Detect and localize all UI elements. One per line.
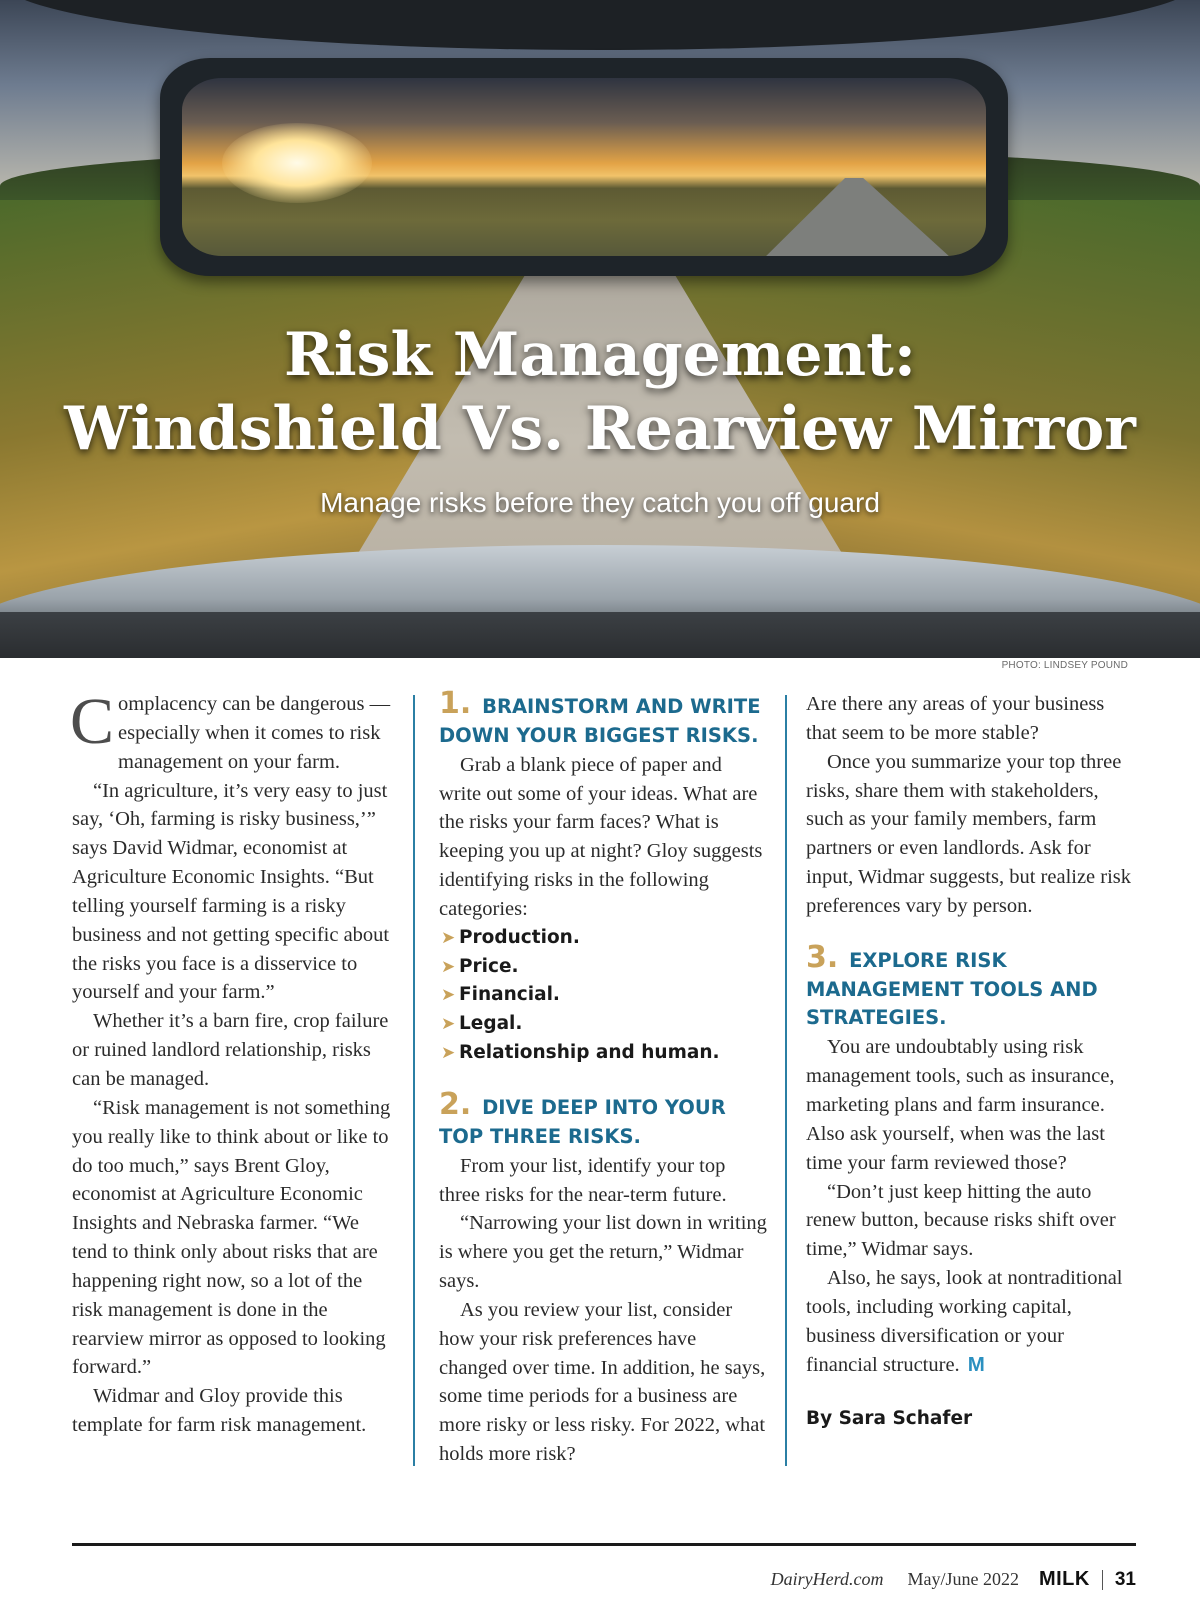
body-paragraph: Grab a blank piece of paper and write out some of your ideas. What are the risks your farm faces? What is keeping you up at night? Gloy suggests identifying risks in the following categories: bbox=[439, 753, 763, 920]
footer-divider bbox=[1102, 1570, 1103, 1590]
body-paragraph: “In agriculture, it’s very easy to just say, ‘Oh, farming is risky business,’” says David Widmar, economist at Agriculture Economic Insights. “But telling yourself farming is a risky business and not getting specific about the risks you face is a disservice to yourself and your farm.” bbox=[72, 779, 390, 1004]
body-paragraph: Also, he says, look at nontraditional tools, including working capital, business diversification or your financial structure. M bbox=[806, 1267, 1123, 1376]
intro-paragraph: Complacency can be dangerous — especially when it comes to risk management on your farm. bbox=[70, 685, 391, 773]
chevron-right-icon: ➤ bbox=[441, 1043, 456, 1064]
page-number: 31 bbox=[1114, 1568, 1136, 1590]
column-rule bbox=[413, 695, 415, 1466]
sunset-glow bbox=[222, 123, 372, 203]
footer-rule bbox=[72, 1543, 1136, 1546]
body-paragraph: You are undoubtably using risk management tools, such as insurance, marketing plans and farm insurance. Also ask yourself, when was the last time your farm reviewed those? bbox=[806, 1036, 1115, 1174]
risk-category-list bbox=[439, 924, 769, 1068]
section-2-heading: 2. DIVE DEEP INTO YOUR TOP THREE RISKS. bbox=[439, 1086, 726, 1148]
article-dek: Manage risks before they catch you off guard bbox=[320, 487, 880, 518]
body-paragraph: “Narrowing your list down in writing is where you get the return,” Widmar says. bbox=[439, 1212, 767, 1293]
column-rule bbox=[785, 695, 787, 1466]
column-3 bbox=[806, 690, 1136, 1434]
article-title bbox=[0, 318, 1200, 466]
list-item: ➤ Legal. bbox=[459, 1010, 769, 1039]
mirror-road bbox=[702, 178, 962, 256]
body-paragraph: “Risk management is not something you really like to think about or like to do too much,” says Brent Gloy, economist at Agriculture Economic Insights and Nebraska farmer. “We tend to think only about risks that are happening right now, so a lot of the risk management is done in the rearview mirror as opposed to looking forward.” bbox=[72, 1096, 391, 1379]
footer-issue-date: May/June 2022 bbox=[907, 1569, 1019, 1589]
rearview-mirror bbox=[160, 58, 1008, 276]
drop-cap: C bbox=[70, 685, 115, 758]
body-paragraph: “Don’t just keep hitting the auto renew button, because risks shift over time,” Widmar says. bbox=[806, 1180, 1116, 1261]
list-item: ➤ Relationship and human. bbox=[459, 1039, 769, 1068]
title-line-1: Risk Management: bbox=[284, 320, 916, 390]
title-line-2: Windshield Vs. Rearview Mirror bbox=[64, 394, 1136, 464]
body-paragraph: Whether it’s a barn fire, crop failure or ruined landlord relationship, risks can be managed. bbox=[72, 1010, 389, 1090]
list-item: ➤ Price. bbox=[459, 953, 769, 982]
section-number: 2. bbox=[439, 1086, 472, 1122]
list-item: ➤ Production. bbox=[459, 924, 769, 953]
section-3-heading: 3. EXPLORE RISK MANAGEMENT TOOLS AND STRATEGIES. bbox=[806, 939, 1098, 1030]
body-paragraph: As you review your list, consider how your risk preferences have changed over time. In addition, he says, some time periods for a business are more risky or less risky. For 2022, what holds more risk? bbox=[439, 1298, 766, 1466]
chevron-right-icon: ➤ bbox=[441, 927, 456, 948]
byline: By Sara Schafer bbox=[806, 1408, 973, 1430]
dashboard bbox=[0, 612, 1200, 658]
end-mark: M bbox=[967, 1352, 985, 1376]
mirror-reflection bbox=[182, 78, 986, 256]
magazine-logo: MILK bbox=[1038, 1568, 1090, 1590]
chevron-right-icon: ➤ bbox=[441, 1014, 456, 1035]
body-paragraph: Are there any areas of your business that seem to be more stable? bbox=[806, 693, 1105, 744]
page-footer bbox=[771, 1568, 1136, 1591]
chevron-right-icon: ➤ bbox=[441, 985, 456, 1006]
list-item: ➤ Financial. bbox=[459, 981, 769, 1010]
section-1-heading: 1. BRAINSTORM AND WRITE DOWN YOUR BIGGEST RISKS. bbox=[439, 686, 761, 747]
section-number: 3. bbox=[806, 939, 839, 975]
body-paragraph: From your list, identify your top three risks for the near-term future. bbox=[439, 1154, 727, 1206]
chevron-right-icon: ➤ bbox=[441, 956, 456, 977]
body-paragraph: Widmar and Gloy provide this template for farm risk management. bbox=[72, 1385, 367, 1437]
column-1 bbox=[70, 685, 392, 1440]
body-paragraph: Once you summarize your top three risks, share them with stakeholders, such as your family members, farm partners or even landlords. Ask for input, Widmar suggests, but realize risk preferences vary by person. bbox=[806, 750, 1132, 917]
photo-credit: PHOTO: LINDSEY POUND bbox=[1001, 660, 1128, 671]
section-number: 1. bbox=[439, 686, 472, 721]
column-2 bbox=[439, 686, 769, 1469]
footer-website: DairyHerd.com bbox=[770, 1569, 884, 1589]
